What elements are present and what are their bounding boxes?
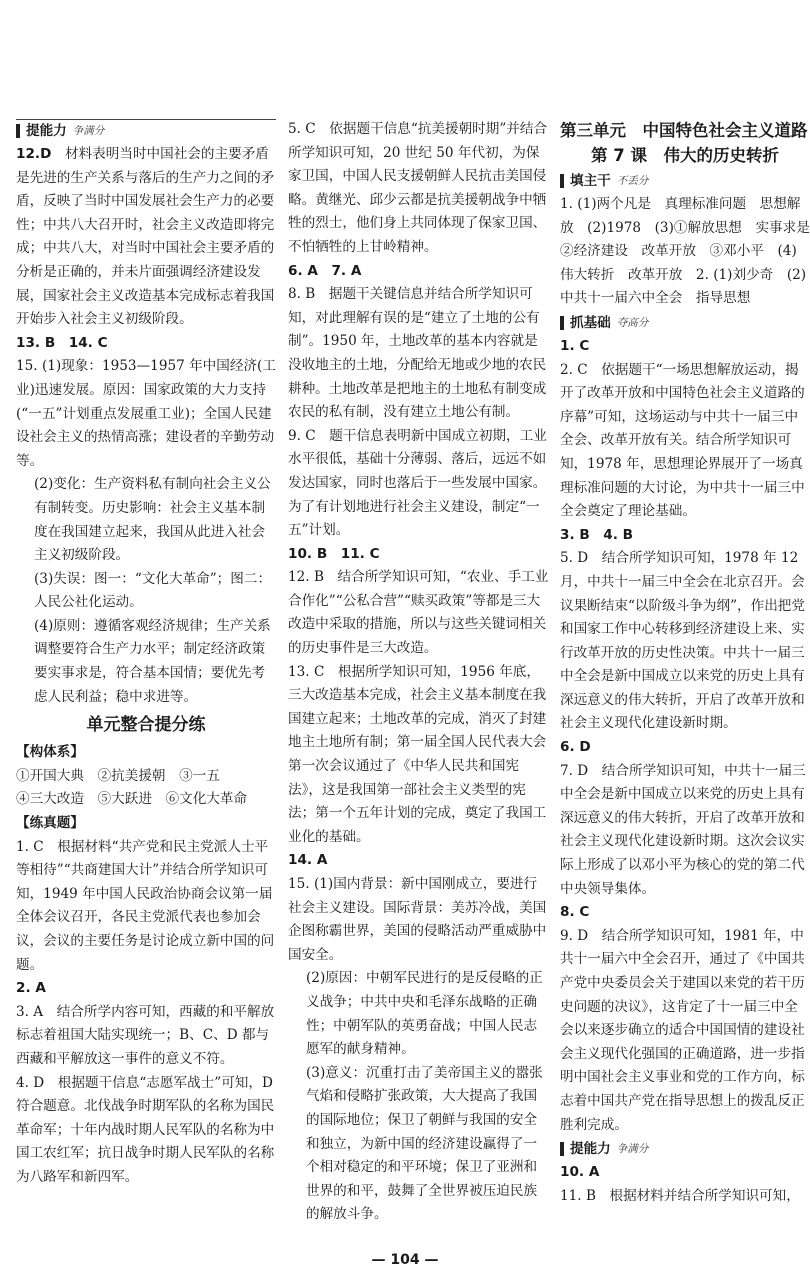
real-exam-heading: 【练真题】 [16, 815, 84, 832]
section-title: 填主干 [570, 173, 611, 189]
answer-14: 14. A [288, 852, 328, 869]
section-header-tinengli [560, 1138, 810, 1160]
structure-heading: 【构体系】 [16, 744, 84, 761]
structure-line-1: ①开国大典 ②抗美援朝 ③一五 [16, 767, 220, 784]
answer-13-14: 13. B 14. C [16, 334, 108, 351]
answer-10-11: 10. B 11. C [288, 545, 380, 562]
lesson-title: 第 7 课 伟大的历史转折 [591, 146, 779, 165]
answer-9: 9. C 题干信息表明新中国成立初期，工业水平很低，基础十分薄弱、落后，远远不如发达国家，同时也落后于一些发展中国家。为了有计划地进行社会主义建设，制定“一五”计划。 [288, 427, 547, 539]
section-header-tinengli [16, 119, 276, 142]
answer-6: 6. D [560, 739, 591, 756]
answer-2: 2. A [16, 980, 46, 997]
answer-15-part3: (3)意义：沉重打击了美帝国主义的嚣张气焰和侵略扩张政策，大大提高了我国的国际地位；保卫了朝鲜与我国的安全和独立，为新中国的经济建设赢得了一个相对稳定的和平环境；保卫了亚洲和世界的和平，鼓舞了全世界被压迫民族的解放斗争。 [306, 1064, 543, 1223]
column-left [16, 118, 276, 1190]
answer-15-part2: (2)原因：中朝军民进行的是反侵略的正义战争；中共中央和毛泽东战略的正确性；中朝军队的英勇奋战；中国人民志愿军的献身精神。 [306, 970, 543, 1058]
answer-3-4: 3. B 4. B [560, 526, 634, 543]
section-title: 提能力 [570, 1141, 611, 1158]
answer-5: 5. C 依据题干信息“抗美援朝时期”并结合所学知识可知，20 世纪 50 年代初，为保家卫国，中国人民支援朝鲜人民抗击美国侵略。黄继光、邱少云都是抗美援朝战争中牺牲的烈士，他们身上共同体现了保家卫国、不怕牺牲的上甘岭精神。 [288, 121, 548, 255]
answer-6-7: 6. A 7. A [288, 262, 362, 279]
section-bar-icon [16, 124, 20, 138]
section-subtitle: 争满分 [616, 1143, 649, 1156]
section-header-zhuajichu [560, 312, 810, 334]
answer-15-part3: (3)失误：图一：“文化大革命”；图二：人民公社化运动。 [34, 570, 272, 611]
answer-5: 5. D 结合所学知识可知，1978 年 12 月，中共十一届三中全会在北京召开。会议果断结束“以阶级斗争为纲”，作出把党和国家工作中心转移到经济建设上来、实行改革开放的历史性决策。中共十一届三中全会是新中国成立以来党的历史上具有深远意义的伟大转折，开启了改革开放和社会主义现代化建设新时期。 [560, 550, 805, 732]
section-bar-icon [560, 1142, 564, 1156]
section-bar-icon [560, 174, 564, 188]
section-subtitle: 不丢分 [616, 175, 649, 187]
answer-9: 9. D 结合所学知识可知，1981 年，中共十一届六中全会召开，通过了《中国共产党中央委员会关于建国以来党的若干历史问题的决议》，这肯定了十一届三中全会以来逐步确立的适合中国国情的建设社会主义现代化强国的正确道路，进一步指明中国社会主义事业和党的工作方向，标志着中国共产党在指导思想上的拨乱反正胜利完成。 [560, 927, 805, 1133]
fill-answers: 1. (1)两个凡是 真理标准问题 思想解放 (2)1978 (3)①解放思想 实事求是 ②经济建设 改革开放 ③邓小平 (4)伟大转折 改革开放 2. (1)刘少奇 (2)中共十一届六中全会 指导思想 [560, 196, 810, 307]
column-right [560, 118, 810, 1208]
answer-15-part4: (4)原则：遵循客观经济规律；生产关系调整要符合生产力水平；制定经济政策要实事求是，符合基本国情；要优先考虑人民利益；稳中求进等。 [34, 617, 271, 705]
answer-1: 1. C 根据材料“共产党和民主党派人士平等相待”“共商建国大计”并结合所学知识可知，1949 年中国人民政治协商会议第一届全体会议召开，各民主党派代表也参加会议，会议的主要任务是讨论成立新中国的问题。 [16, 838, 275, 973]
answer-12: 12. B 结合所学知识可知，“农业、手工业合作化”“公私合营”“赎买政策”等都是三大改造中采取的措施，所以与这些关键词相关的历史事件是三大改造。 [288, 569, 549, 657]
answer-4: 4. D 根据题干信息“志愿军战士”可知，D 符合题意。北伐战争时期军队的名称为国民革命军；十年内战时期人民军队的名称为中国工农红军；抗日战争时期人民军队的名称为八路军和新四军。 [16, 1074, 275, 1185]
answer-3: 3. A 结合所学内容可知，西藏的和平解放标志着祖国大陆实现统一；B、C、D 都与西藏和平解放这一事件的意义不符。 [16, 1003, 275, 1067]
answer-8: 8. C [560, 904, 590, 921]
answer-8: 8. B 据题干关键信息并结合所学知识可知，对此理解有误的是“建立了土地的公有制”。1950 年，土地改革的基本内容就是没收地主的土地，分配给无地或少地的农民耕种。土地改革是把地主的土地私有制变成农民的私有制，没有建立土地公有制。 [288, 286, 547, 421]
section-header-tianzhugan [560, 170, 810, 192]
unit-title: 第三单元 中国特色社会主义道路 [560, 121, 808, 140]
answer-7: 7. D 结合所学知识可知，中共十一届三中全会是新中国成立以来党的历史上具有深远意义的伟大转折，开启了改革开放和社会主义现代化建设新时期。这次会议实际上形成了以邓小平为核心的党的第二代中央领导集体。 [560, 762, 806, 897]
answer-10: 10. A [560, 1164, 600, 1181]
answer-15-part1: 15. (1)国内背景：新中国刚成立，要进行社会主义建设。国际背景：美苏冷战，美国企图称霸世界，美国的侵略活动严重威胁中国安全。 [288, 876, 547, 963]
section-subtitle: 争满分 [72, 125, 105, 137]
section-title: 抓基础 [570, 314, 611, 331]
answer-11: 11. B 根据材料并结合所学知识可知， [560, 1187, 800, 1204]
answer-2: 2. C 依据题干“一场思想解放运动，揭开了改革开放和中国特色社会主义道路的序幕”可知，这场运动与中共十一届三中全会、改革开放有关。结合所学知识可知，1978 年，思想理论界展开了一场真理标准问题的大讨论，为中共十一届三中全会奠定了理论基础。 [560, 361, 805, 520]
answer-15-part2: (2)变化：生产资料私有制向社会主义公有制转变。历史影响：社会主义基本制度在我国建立起来，我国从此进入社会主义初级阶段。 [34, 476, 271, 564]
answer-1: 1. C [560, 337, 590, 354]
structure-line-2: ④三大改造 ⑤大跃进 ⑥文化大革命 [16, 791, 248, 808]
column-middle [288, 118, 550, 1227]
answer-13: 13. C 根据所学知识可知，1956 年底，三大改造基本完成，社会主义基本制度在我国建立起来；土地改革的完成，消灭了封建地主土地所有制；第一届全国人民代表大会第一次会议通过了《中华人民共和国宪法》，这是我国第一部社会主义类型的宪法；第一个五年计划的完成，奠定了我国工业化的基础。 [288, 663, 547, 845]
answer-12: 12.D 材料表明当时中国社会的主要矛盾是先进的生产关系与落后的生产力之间的矛盾，反映了当时中国发展社会生产力的必要性；中共八大召开时，社会主义改造即将完成；中共八大，对当时中国社会主要矛盾的分析是正确的，并未片面强调经济建设发展，国家社会主义改造基本完成标志着我国开始步入社会主义初级阶段。 [16, 146, 275, 328]
section-bar-icon [560, 316, 564, 330]
page-number: — 104 — [371, 1252, 439, 1268]
answer-15-part1: 15. (1)现象：1953—1957 年中国经济(工业)迅速发展。原因：国家政策的大力支持(“一五”计划重点发展重工业)；全国人民建设社会主义的热情高涨；建设者的辛勤劳动等。 [16, 358, 276, 469]
section-title: 提能力 [26, 123, 67, 139]
unit-practice-title: 单元整合提分练 [86, 715, 206, 736]
section-subtitle: 夺高分 [616, 316, 649, 329]
